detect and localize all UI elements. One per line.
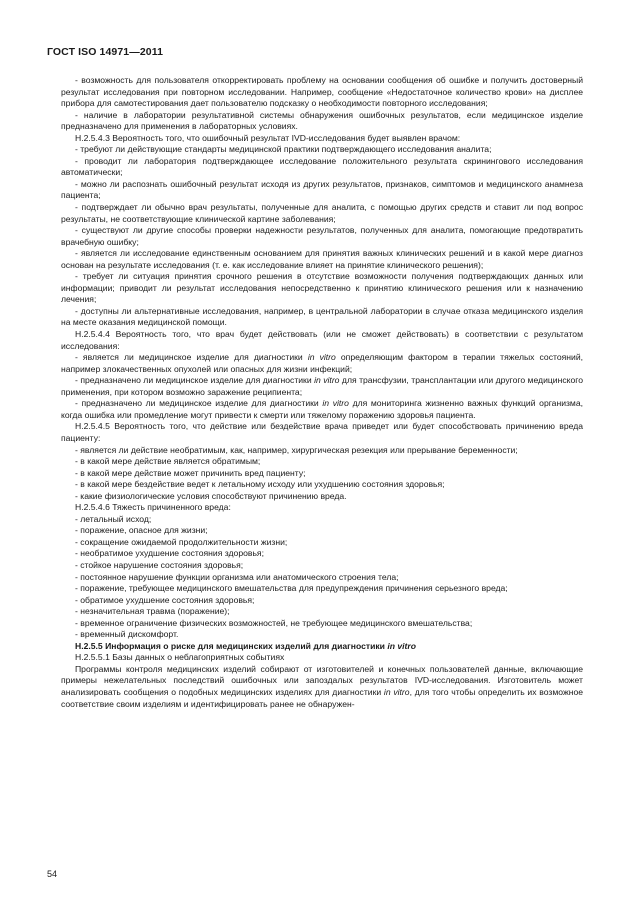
list-item: - незначительная травма (поражение); [75, 606, 230, 617]
paragraph: - проводит ли лаборатория подтверждающее исследование положительного результата скринингового исследования автоматически; [61, 155, 583, 178]
list-item: - сокращение ожидаемой продолжительности жизни; [75, 536, 288, 547]
paragraph: - доступны ли альтернативные исследования, например, в центральной лаборатории в случае отказа медицинского изделия на месте оказания медицинской помощи. [61, 305, 583, 328]
subsection-heading: Н.2.5.4.6 Тяжесть причиненного вреда: [75, 502, 231, 513]
list-item: - летальный исход; [75, 513, 152, 524]
paragraph: - можно ли распознать ошибочный результат исходя из других результатов, признаков, симптомов и медицинского анамнеза пациента; [61, 178, 583, 201]
list-item: - временное ограничение физических возможностей, не требующее медицинского вмешательства; [75, 617, 473, 628]
paragraph: Н.2.5.4.4 Вероятность того, что врач будет действовать (или не сможет действовать) в соответствии с результатом исследования: [61, 329, 583, 351]
list-item: - стойкое нарушение состояния здоровья; [75, 559, 244, 570]
paragraph: - является ли исследование единственным основанием для принятия важных клинических решений и в какой мере диагноз основан на результате исследования (т. е. как исследование влияет на принятие клинического решения); [61, 248, 583, 270]
list-item: - обратимое ухудшение состояния здоровья; [75, 594, 255, 605]
latin-term: in vitro [383, 686, 410, 697]
list-item: - постоянное нарушение функции организма или анатомического строения тела; [75, 571, 399, 582]
paragraph: - предназначено ли медицинское изделие для диагностики in vitro для трансфузии, трансплантации или другого медицинского применения, при котором возможно заражение реципиента; [61, 375, 584, 397]
paragraph: - возможность для пользователя откорректировать проблему на основании сообщения об ошибке и получить достоверный результат исследования при повторном исследовании. Например, сообщение «Недостаточное количество крови» на дисплее прибора для самотестирования дает пользователю подсказку о необходимости повторного исследования; [61, 75, 583, 109]
paragraph: Н.2.5.4.5 Вероятность того, что действие или бездействие врача приведет или будет способствовать причинению вреда пациенту: [61, 421, 583, 443]
paragraph: - существуют ли другие способы проверки надежности результатов, полученных для аналита, помогающие предотвратить врачебную ошибку; [61, 225, 583, 247]
latin-term: in vitro [314, 375, 340, 386]
latin-term: in vitro [387, 640, 416, 651]
list-item: - поражение, требующее медицинского вмешательства для предупреждения причинения серьезного вреда; [75, 583, 508, 594]
paragraph: - является ли медицинское изделие для диагностики in vitro определяющим фактором в терапии тяжелых состояний, например злокачественных опухолей или опасных для жизни инфекций; [61, 352, 584, 374]
section-heading: Н.2.5.5 Информация о риске для медицинских изделий для диагностики in vitro [75, 640, 416, 651]
list-item: - поражение, опасное для жизни; [75, 525, 208, 536]
document-header: ГОСТ ISO 14971—2011 [47, 46, 164, 58]
latin-term: in vitro [307, 352, 336, 363]
paragraph: - является ли действие необратимым, как, например, хирургическая резекция или прерывание беременности; [75, 444, 518, 455]
paragraph: Н.2.5.4.3 Вероятность того, что ошибочный результат IVD-исследования будет выявлен врачом: [75, 132, 461, 143]
subsection-heading: Н.2.5.5.1 Базы данных о неблагоприятных событиях [75, 652, 285, 663]
paragraph: - предназначено ли медицинское изделие для диагностики in vitro для мониторинга жизненно важных функций организма, когда ошибка или промедление могут привести к смерти или тяжелому поражению здоровья пациента. [61, 398, 584, 420]
paragraph: - подтверждает ли обычно врач результаты, полученные для аналита, с помощью других средств и ставит ли под вопрос результаты, не соответствующие клинической картине заболевания; [61, 202, 583, 224]
page-number: 54 [47, 869, 58, 879]
list-item: - в какой мере бездействие ведет к летальному исходу или ухудшению состояния здоровья; [75, 479, 445, 490]
paragraph: - требует ли ситуация принятия срочного решения в отсутствие возможности получения подтверждающих данных или информации; приводит ли результат исследования непосредственно к принятию клинического решения или к назначению лечения; [61, 271, 583, 305]
latin-term: in vitro [322, 398, 349, 409]
list-item: - необратимое ухудшение состояния здоровья; [75, 548, 264, 559]
list-item: - временный дискомфорт. [75, 629, 179, 640]
list-item: - какие физиологические условия способствуют причинению вреда. [75, 490, 347, 501]
paragraph: - требуют ли действующие стандарты медицинской практики подтверждающего исследования аналита; [75, 144, 492, 155]
list-item: - в какой мере действие является обратимым; [75, 456, 261, 467]
paragraph: - наличие в лаборатории результативной системы обнаружения ошибочных результатов, если медицинское изделие предназначено для применения в лабораторных условиях. [61, 109, 583, 132]
document-body [61, 75, 583, 710]
paragraph: Программы контроля медицинских изделий собирают от изготовителей и конечных пользователей данные, включающие примеры нежелательных последствий ошибочных или запоздалых результатов IVD-исследования. Изготовитель может анализировать сообщения о подобных медицинских изделиях для диагностики in vitro, для того чтобы определить их возможное соответствие своим изделиям и идентифицировать ранее не обнаружен- [61, 663, 584, 709]
list-item: - в какой мере действие может причинить вред пациенту; [75, 467, 306, 478]
